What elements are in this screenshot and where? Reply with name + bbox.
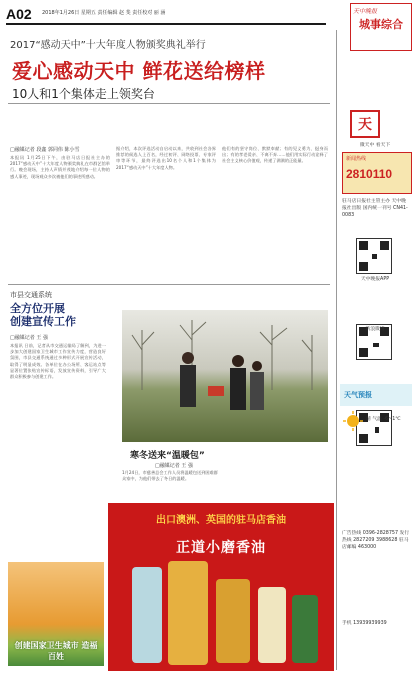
newspaper-name: 天中晚报	[353, 8, 378, 15]
advertisement	[108, 503, 334, 671]
tianzhong-icon	[350, 110, 380, 138]
publisher-info: 驻马店日报社主管主办 天中晚报社出版 国内统一刊号 CN41-0083	[342, 199, 408, 218]
lead-kicker: 2017“感动天中”十大年度人物颁奖典礼举行	[10, 40, 206, 51]
lead-byline: □融媒记者 段鑫 郭同伟 陈小雪	[10, 147, 80, 153]
section-divider	[8, 284, 330, 285]
lead-subheadline: 10人和1个集体走上领奖台	[12, 87, 155, 101]
svg-text:天: 天	[358, 117, 372, 133]
hotline-number: 2810110	[346, 167, 393, 181]
column-divider	[336, 30, 337, 670]
civic-banner	[8, 562, 104, 666]
bottle-image	[258, 587, 286, 663]
photo-byline: □融媒记者 王 强	[155, 463, 193, 469]
lead-rule	[8, 103, 330, 104]
weather-title: 天气预报	[344, 391, 372, 399]
story2-kicker: 市县交通系统	[10, 291, 52, 299]
photo-illustration	[122, 310, 328, 442]
hotline-title: 新闻热线	[346, 156, 367, 162]
weather-header	[340, 384, 412, 406]
bottle-image	[168, 561, 208, 665]
weibo-label: 新浪微博	[365, 327, 385, 332]
app-label: 天中晚报APP	[360, 277, 390, 282]
lead-headline: 爱心感动天中 鲜花送给榜样	[12, 59, 266, 83]
weixin-mark	[350, 110, 380, 138]
weather-value: 晴 气温 -6~1℃	[366, 417, 401, 422]
app-qr-icon[interactable]	[356, 238, 392, 274]
issue-meta: 2018年1月26日 星期五 责任编辑 赵 斐 责任校对 丽 涵	[42, 10, 166, 16]
lead-body-col3: 他们有的坚守岗位、默默奉献；有的见义勇为、挺身而出；有的孝老爱亲、不离不弃……他们用实际行动诠释了社会主义核心价值观，传递了满满的正能量。	[222, 146, 328, 164]
photo-body-col2	[226, 462, 328, 500]
page-number: A02	[6, 6, 32, 22]
bottle-image	[216, 579, 250, 663]
section-name: 城事综合	[359, 18, 403, 31]
photo-body-col1: 1月24日，市慈善总会工作人员将温暖包送到困难群众家中，为他们带去了冬日的温暖。	[122, 470, 218, 482]
lead-body-col2: 据介绍，本次评选活动自启动以来，共收到社会各界推荐的候选人上百名，经过初评、网络投票、专家评审等环节，最终评选出10名个人和1个集体为2017“感动天中”十大年度人物。	[116, 146, 216, 170]
mobile-contact: 手机 13939939939	[342, 621, 387, 626]
sidebar-slogan: 微天中 看天下	[359, 143, 391, 148]
ad-brand: 正道小磨香油	[176, 540, 266, 556]
header-rule	[6, 23, 326, 25]
bottle-image	[292, 595, 318, 663]
ad-tagline: 出口澳洲、英国的驻马店香油	[156, 515, 286, 526]
sun-icon	[342, 410, 364, 436]
news-photo	[122, 310, 328, 442]
lead-body-col1: 本报讯 1月25日下午，由驻马店日报社主办的2017“感动天中”十大年度人物颁奖典礼在市群艺馆举行。晚会现场，主持人声情并茂地介绍每一位人物的感人事迹，现场观众多次被他们的事迹所感动。	[10, 155, 110, 179]
photo-caption: 寒冬送来“温暖包”	[130, 451, 205, 461]
bottle-image	[132, 567, 162, 663]
banner-text: 创建国家卫生城市 造福百姓	[14, 641, 98, 661]
hotline-box	[342, 152, 412, 194]
story2-headline: 全方位开展 创建宣传工作	[10, 302, 76, 328]
story2-byline: □融媒记者 王 强	[10, 335, 48, 341]
weather-details	[342, 440, 410, 520]
story2-body: 本报讯 日前，记者从市交通运输局了解到，为进一步加大创建国家卫生城市工作宣传力度，营造良好氛围，市县交通系统通过多种形式开展宣传活动，取得了明显成效。各单位在办公场所、客运站点等显著位置张贴宣传标语，发放宣传资料，引导广大群众积极参与创建工作。	[10, 343, 106, 380]
section-logo	[350, 3, 412, 51]
contact-info: 广告热线 0396-2828757 发行热线 2827209 3988628 驻马店邮编 463000	[342, 531, 410, 550]
